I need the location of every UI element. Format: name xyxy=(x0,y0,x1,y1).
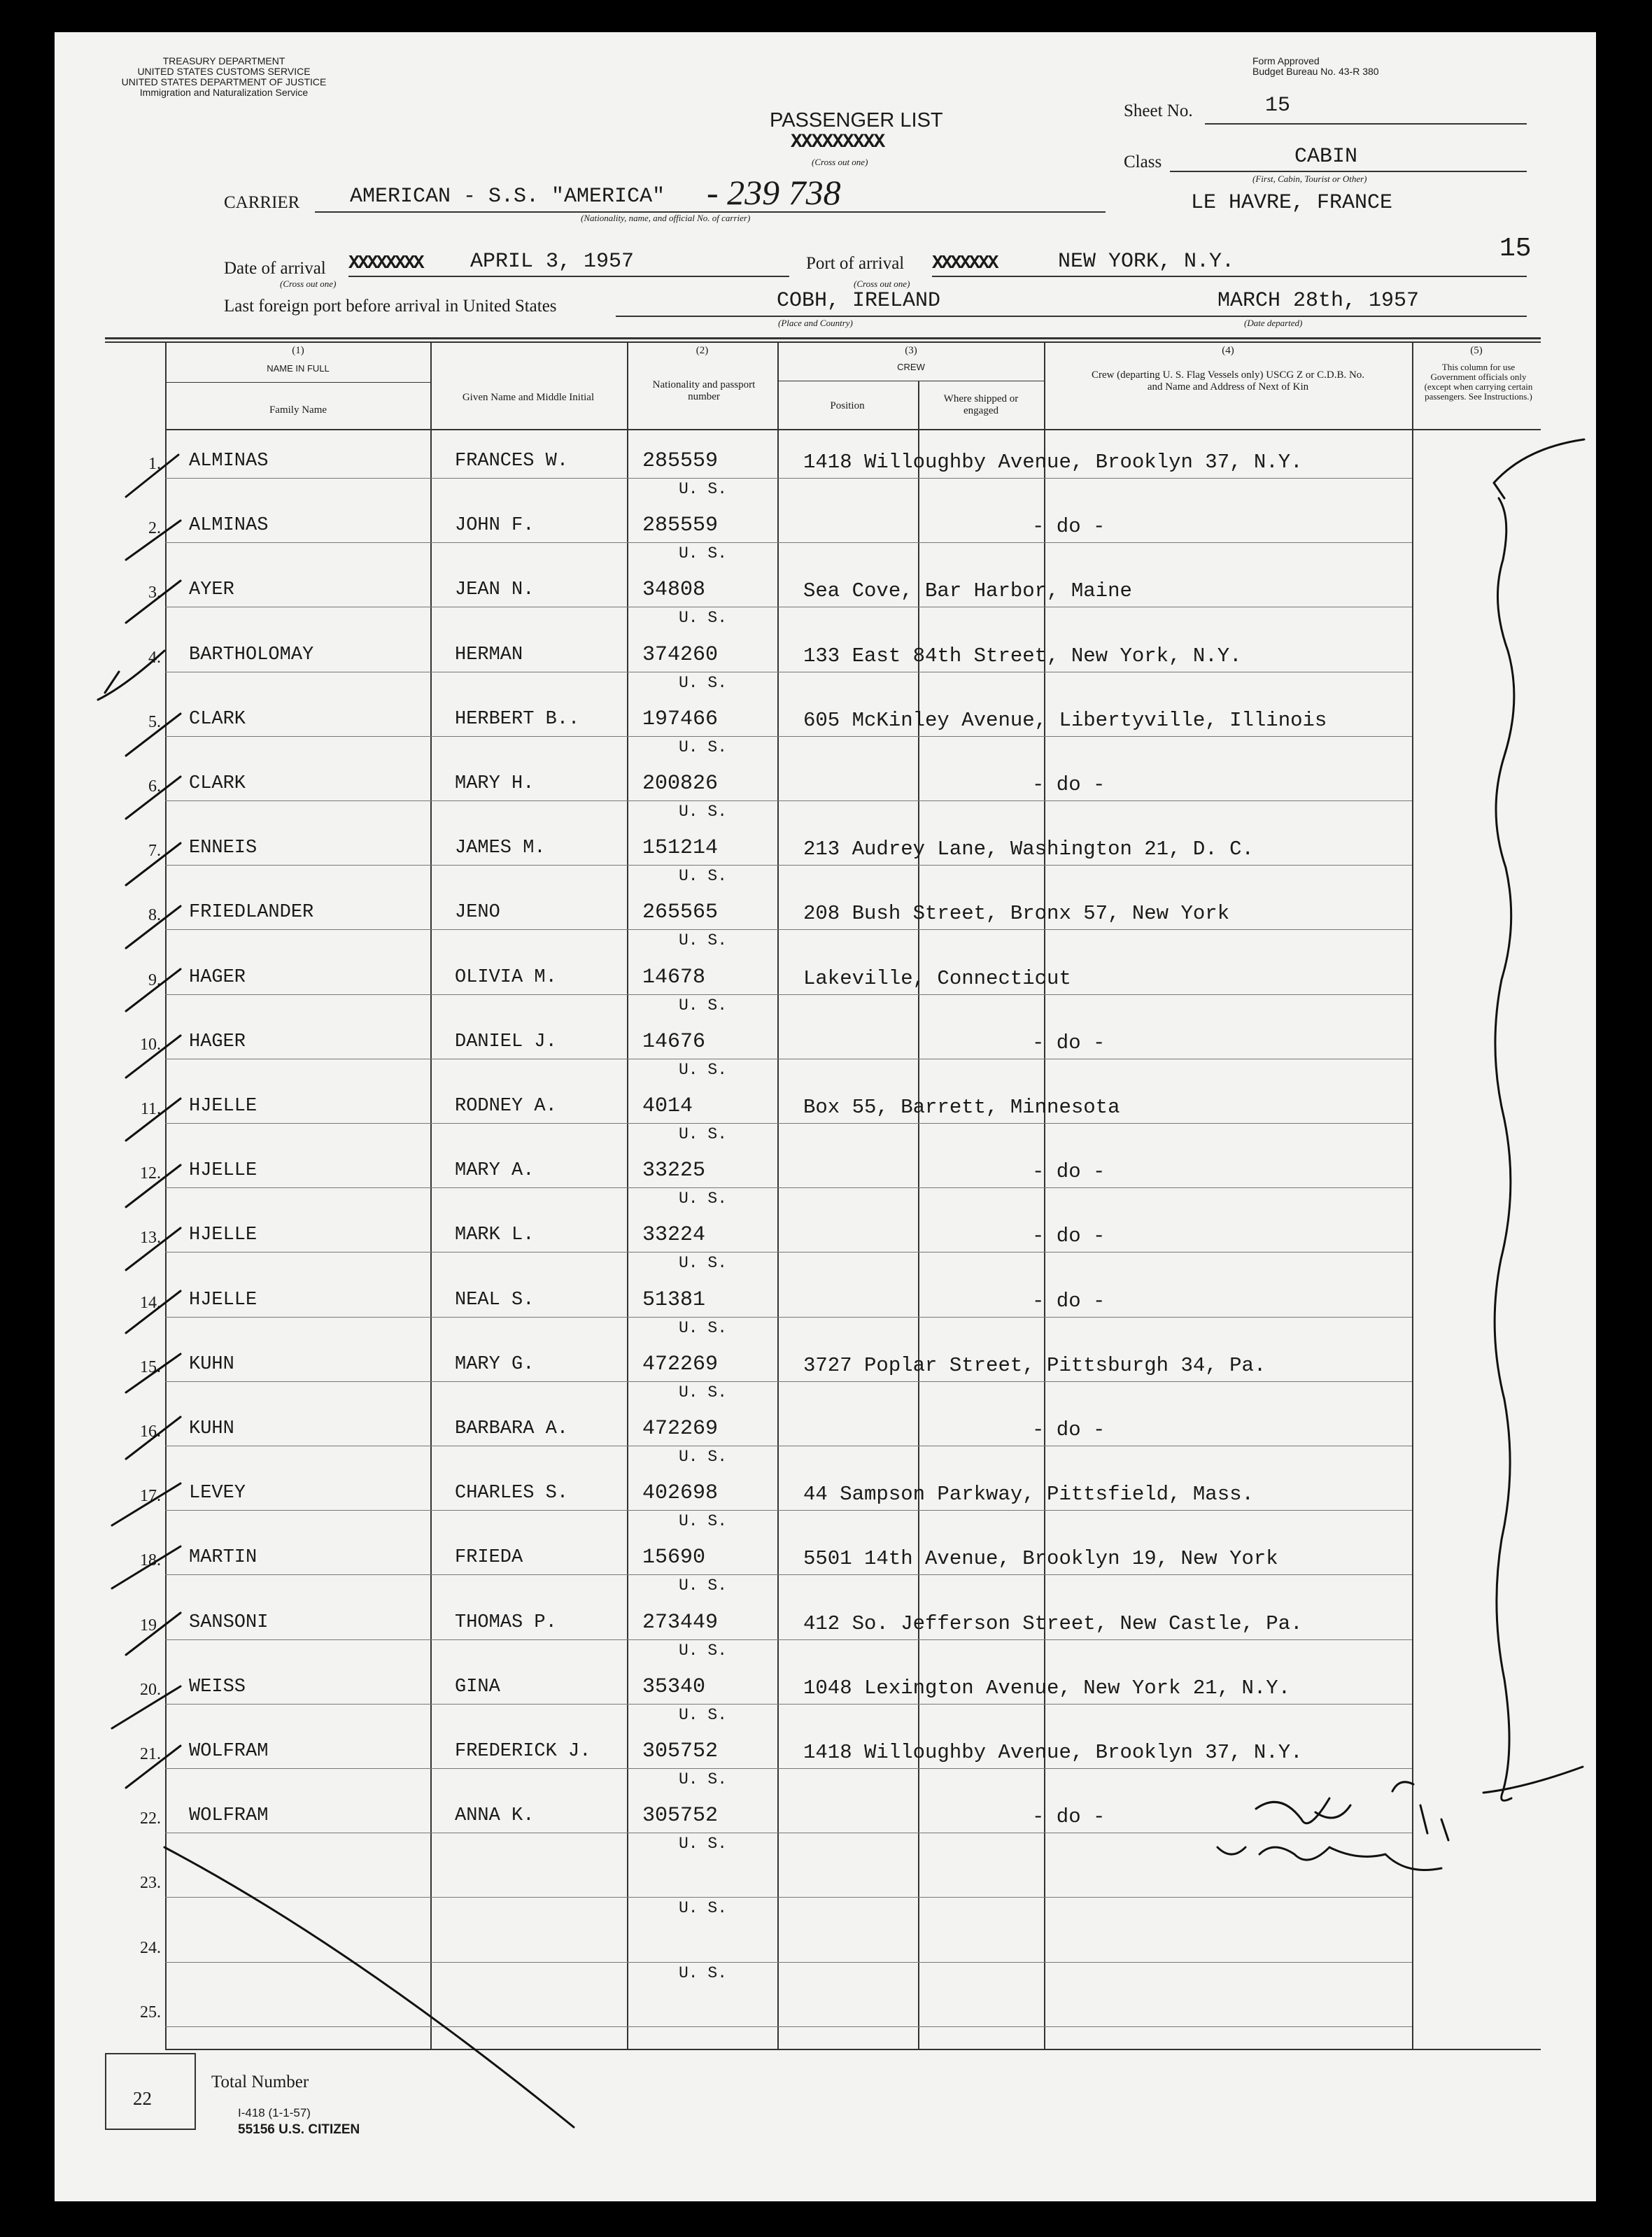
given-name: MARY G. xyxy=(455,1353,535,1375)
given-name: NEAL S. xyxy=(455,1289,535,1311)
given-name: RODNEY A. xyxy=(455,1096,557,1117)
form-approved-line: Form Approved xyxy=(1252,55,1320,66)
row-number: 3. xyxy=(148,584,161,602)
family-name: KUHN xyxy=(189,1418,234,1439)
port-of-arrival-label: Port of arrival xyxy=(806,254,905,273)
family-name: CLARK xyxy=(189,708,246,730)
row-number: 1. xyxy=(148,455,161,473)
row-number: 7. xyxy=(148,842,161,861)
given-name: MARY H. xyxy=(455,773,535,794)
nationality: U. S. xyxy=(679,1383,728,1402)
next-of-kin-address: 1048 Lexington Avenue, New York 21, N.Y. xyxy=(803,1676,1291,1700)
next-of-kin-address: 605 McKinley Avenue, Libertyville, Illinois xyxy=(803,708,1327,732)
row-number: 21. xyxy=(140,1745,161,1763)
given-name: DANIEL J. xyxy=(455,1031,557,1052)
passport-number: 197466 xyxy=(642,707,719,731)
date-of-arrival: APRIL 3, 1957 xyxy=(470,250,635,274)
row-number: 18. xyxy=(140,1551,161,1570)
row-number: 20. xyxy=(140,1680,161,1699)
next-of-kin-address: - do - xyxy=(1032,773,1106,796)
nationality: U. S. xyxy=(679,1705,728,1724)
family-name: HJELLE xyxy=(189,1096,257,1117)
carrier-note: (Nationality, name, and official No. of carrier) xyxy=(581,213,751,223)
agency-line: TREASURY DEPARTMENT xyxy=(162,55,285,66)
next-of-kin-address: - do - xyxy=(1032,1805,1106,1829)
carrier-label: CARRIER xyxy=(224,193,300,212)
next-of-kin-address: - do - xyxy=(1032,1418,1106,1441)
nationality: U. S. xyxy=(679,738,728,756)
row-number: 16. xyxy=(140,1423,161,1441)
form-number: I-418 (1-1-57) xyxy=(238,2106,311,2119)
passport-number: 15690 xyxy=(642,1546,706,1570)
last-port-note: (Place and Country) xyxy=(778,318,853,328)
col1-given-header: Given Name and Middle Initial xyxy=(462,392,595,403)
inspector-signature xyxy=(1217,1847,1441,1870)
family-name: FRIEDLANDER xyxy=(189,902,314,924)
given-name: BARBARA A. xyxy=(455,1418,569,1439)
next-of-kin-address: 213 Audrey Lane, Washington 21, D. C. xyxy=(803,838,1254,861)
passport-number: 34808 xyxy=(642,578,706,602)
carrier-official-number: - 239 738 xyxy=(707,173,841,212)
given-name: HERBERT B.. xyxy=(455,708,580,730)
passport-number: 14676 xyxy=(642,1029,706,1054)
given-name: HERMAN xyxy=(455,644,523,665)
budget-bureau-line: Budget Bureau No. 43-R 380 xyxy=(1252,66,1379,77)
passport-number: 151214 xyxy=(642,836,719,861)
page-title: PASSENGER LIST xyxy=(770,109,943,132)
port-note: (Cross out one) xyxy=(854,278,910,289)
passport-number: 273449 xyxy=(642,1610,719,1635)
family-name: ALMINAS xyxy=(189,515,269,537)
family-name: WOLFRAM xyxy=(189,1741,269,1762)
row-number: 23. xyxy=(140,1874,161,1893)
corner-sheet-number: 15 xyxy=(1499,234,1532,264)
row-number: 15. xyxy=(140,1357,161,1376)
col4-number: (4) xyxy=(1222,345,1234,356)
family-name: ALMINAS xyxy=(189,451,269,472)
agency-line: UNITED STATES DEPARTMENT OF JUSTICE xyxy=(121,76,327,87)
next-of-kin-address: - do - xyxy=(1032,515,1106,539)
agency-line: Immigration and Naturalization Service xyxy=(139,87,309,98)
row-number: 22. xyxy=(140,1809,161,1828)
passport-number: 374260 xyxy=(642,642,719,667)
citizen-code: 55156 U.S. CITIZEN xyxy=(238,2122,360,2137)
given-name: MARK L. xyxy=(455,1225,535,1246)
class-note: (First, Cabin, Tourist or Other) xyxy=(1252,174,1367,184)
passport-number: 265565 xyxy=(642,901,719,925)
row-number: 17. xyxy=(140,1487,161,1506)
next-of-kin-address: Sea Cove, Bar Harbor, Maine xyxy=(803,579,1132,603)
nationality: U. S. xyxy=(679,544,728,563)
next-of-kin-address: 1418 Willoughby Avenue, Brooklyn 37, N.Y. xyxy=(803,451,1303,474)
next-of-kin-address: 133 East 84th Street, New York, N.Y. xyxy=(803,644,1242,668)
date-of-arrival-label: Date of arrival xyxy=(224,259,326,278)
family-name: HJELLE xyxy=(189,1225,257,1246)
port-struck: XXXXXXX xyxy=(932,253,997,274)
struck-title: XXXXXXXXX xyxy=(791,132,884,153)
nationality: U. S. xyxy=(679,931,728,950)
family-name: HJELLE xyxy=(189,1289,257,1311)
last-port-value: COBH, IRELAND xyxy=(777,289,941,313)
row-number: 6. xyxy=(148,777,161,796)
nationality: U. S. xyxy=(679,609,728,628)
next-of-kin-address: - do - xyxy=(1032,1160,1106,1184)
row-number: 2. xyxy=(148,519,161,538)
col2-number: (2) xyxy=(696,345,709,356)
nationality: U. S. xyxy=(679,996,728,1015)
passport-number: 200826 xyxy=(642,772,719,796)
family-name: MARTIN xyxy=(189,1547,257,1569)
given-name: THOMAS P. xyxy=(455,1611,557,1633)
row-number: 13. xyxy=(140,1229,161,1248)
row-number: 12. xyxy=(140,1164,161,1183)
departure-port: LE HAVRE, FRANCE xyxy=(1191,191,1393,215)
given-name: JOHN F. xyxy=(455,515,535,537)
col3-where-header: Where shipped or engaged xyxy=(943,393,1019,416)
row-number: 14. xyxy=(140,1293,161,1312)
nationality: U. S. xyxy=(679,1254,728,1273)
row-number: 11. xyxy=(140,1100,161,1118)
given-name: JEAN N. xyxy=(455,579,535,601)
family-name: HAGER xyxy=(189,1031,246,1052)
col5-number: (5) xyxy=(1470,345,1483,356)
title-note: (Cross out one) xyxy=(812,157,868,167)
col3-position-header: Position xyxy=(830,400,865,411)
passport-number: 402698 xyxy=(642,1481,719,1506)
next-of-kin-address: - do - xyxy=(1032,1289,1106,1313)
given-name: CHARLES S. xyxy=(455,1483,569,1504)
nationality: U. S. xyxy=(679,1125,728,1143)
given-name: JAMES M. xyxy=(455,838,546,859)
col5-title: This column for use Government officials only (except when carrying certain passengers. See Instructions.) xyxy=(1424,362,1533,402)
nationality: U. S. xyxy=(679,1963,728,1982)
given-name: FRIEDA xyxy=(455,1547,523,1569)
next-of-kin-address: 44 Sampson Parkway, Pittsfield, Mass. xyxy=(803,1483,1254,1506)
col3-title: CREW xyxy=(897,362,925,372)
family-name: AYER xyxy=(189,579,234,601)
given-name: MARY A. xyxy=(455,1160,535,1182)
nationality: U. S. xyxy=(679,1448,728,1466)
next-of-kin-address: 5501 14th Avenue, Brooklyn 19, New York xyxy=(803,1547,1278,1571)
family-name: WOLFRAM xyxy=(189,1805,269,1827)
class-label: Class xyxy=(1124,153,1162,171)
next-of-kin-address: 1418 Willoughby Avenue, Brooklyn 37, N.Y. xyxy=(803,1741,1303,1764)
nationality: U. S. xyxy=(679,1770,728,1788)
row-number: 10. xyxy=(140,1035,161,1054)
family-name: HJELLE xyxy=(189,1160,257,1182)
row-number: 4. xyxy=(148,648,161,667)
given-name: FREDERICK J. xyxy=(455,1741,591,1762)
nationality: U. S. xyxy=(679,1512,728,1531)
passport-number: 51381 xyxy=(642,1287,706,1312)
col1-family-header: Family Name xyxy=(269,404,327,416)
tally-line xyxy=(1495,498,1514,1800)
next-of-kin-address: Lakeville, Connecticut xyxy=(803,966,1071,990)
checkmark-icon xyxy=(1494,439,1584,498)
family-name: HAGER xyxy=(189,966,246,988)
carrier-value: AMERICAN - S.S. "AMERICA" xyxy=(350,185,665,209)
nationality: U. S. xyxy=(679,1060,728,1079)
passport-number: 33224 xyxy=(642,1223,706,1248)
total-number-label: Total Number xyxy=(211,2073,309,2091)
port-of-arrival: NEW YORK, N.Y. xyxy=(1058,250,1235,274)
given-name: FRANCES W. xyxy=(455,451,569,472)
nationality: U. S. xyxy=(679,1576,728,1595)
date-struck: XXXXXXXX xyxy=(348,253,423,274)
row-number: 5. xyxy=(148,712,161,731)
nationality: U. S. xyxy=(679,1190,728,1208)
class-value: CABIN xyxy=(1294,145,1358,169)
col1-number: (1) xyxy=(292,345,304,356)
nationality: U. S. xyxy=(679,1318,728,1337)
date-departed-note: (Date departed) xyxy=(1244,318,1303,328)
passport-number: 4014 xyxy=(642,1094,693,1118)
next-of-kin-address: 3727 Poplar Street, Pittsburgh 34, Pa. xyxy=(803,1353,1266,1377)
col1-title: NAME IN FULL xyxy=(267,363,330,374)
passport-number: 305752 xyxy=(642,1804,719,1828)
sheet-number: 15 xyxy=(1265,94,1291,118)
date-departed: MARCH 28th, 1957 xyxy=(1217,289,1420,313)
family-name: KUHN xyxy=(189,1353,234,1375)
void-line xyxy=(164,1847,574,2127)
passport-number: 14678 xyxy=(642,965,706,989)
family-name: SANSONI xyxy=(189,1611,269,1633)
given-name: JENO xyxy=(455,902,500,924)
signature-initials xyxy=(1256,1782,1448,1840)
passport-number: 33225 xyxy=(642,1159,706,1183)
row-number: 9. xyxy=(148,971,161,989)
next-of-kin-address: 412 So. Jefferson Street, New Castle, Pa. xyxy=(803,1611,1303,1635)
passport-number: 285559 xyxy=(642,449,719,473)
nationality: U. S. xyxy=(679,1899,728,1918)
family-name: WEISS xyxy=(189,1676,246,1698)
family-name: CLARK xyxy=(189,773,246,794)
row-number: 8. xyxy=(148,906,161,925)
agency-line: UNITED STATES CUSTOMS SERVICE xyxy=(137,66,311,77)
sheet-label: Sheet No. xyxy=(1124,101,1193,120)
passport-number: 472269 xyxy=(642,1352,719,1376)
passport-number: 472269 xyxy=(642,1417,719,1441)
nationality: U. S. xyxy=(679,1641,728,1660)
row-tick-marks xyxy=(98,455,181,1788)
given-name: GINA xyxy=(455,1676,500,1698)
total-number-value: 22 xyxy=(133,2088,152,2109)
date-note: (Cross out one) xyxy=(280,278,337,289)
family-name: BARTHOLOMAY xyxy=(189,644,314,665)
nationality: U. S. xyxy=(679,867,728,886)
nationality: U. S. xyxy=(679,673,728,692)
passport-number: 305752 xyxy=(642,1740,719,1763)
passport-number: 35340 xyxy=(642,1674,706,1699)
given-name: OLIVIA M. xyxy=(455,966,557,988)
next-of-kin-address: Box 55, Barrett, Minnesota xyxy=(803,1096,1120,1119)
tally-end-stroke xyxy=(1483,1767,1583,1793)
given-name: ANNA K. xyxy=(455,1805,535,1827)
next-of-kin-address: - do - xyxy=(1032,1225,1106,1248)
last-port-label: Last foreign port before arrival in United States xyxy=(224,297,557,316)
next-of-kin-address: 208 Bush Street, Bronx 57, New York xyxy=(803,902,1230,926)
row-number: 19. xyxy=(140,1616,161,1635)
col4-title: Crew (departing U. S. Flag Vessels only) USCG Z or C.D.B. No. and Name and Address of Next of Kin xyxy=(1091,369,1365,393)
family-name: ENNEIS xyxy=(189,838,257,859)
next-of-kin-address: - do - xyxy=(1032,1031,1106,1054)
passport-number: 285559 xyxy=(642,514,719,538)
family-name: LEVEY xyxy=(189,1483,246,1504)
col3-number: (3) xyxy=(905,345,917,356)
nationality: U. S. xyxy=(679,803,728,821)
row-number: 25. xyxy=(140,2003,161,2021)
nationality: U. S. xyxy=(679,480,728,498)
col2-title: Nationality and passport number xyxy=(652,379,756,402)
nationality: U. S. xyxy=(679,1835,728,1854)
row-number: 24. xyxy=(140,1938,161,1957)
